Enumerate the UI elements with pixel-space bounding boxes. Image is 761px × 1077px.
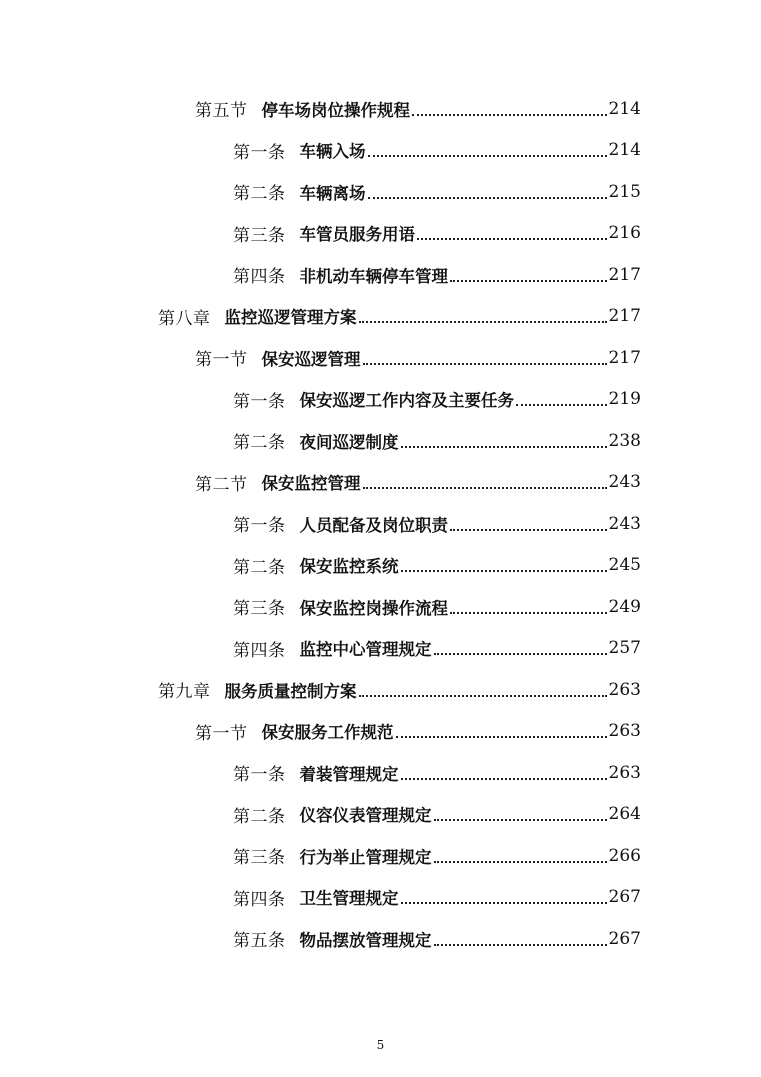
toc-entry[interactable] bbox=[0, 130, 641, 172]
dot-leader bbox=[363, 363, 607, 365]
toc-entry-title: 保安监控系统 bbox=[299, 557, 399, 577]
toc-entry-title: 行为举止管理规定 bbox=[299, 847, 432, 867]
toc-entry-number: 第三条 bbox=[233, 225, 286, 246]
toc-entry-title: 服务质量控制方案 bbox=[224, 681, 357, 701]
toc-entry-number: 第二条 bbox=[233, 557, 286, 578]
toc-entry-page: 266 bbox=[608, 845, 641, 866]
toc-entry-title: 非机动车辆停车管理 bbox=[299, 266, 448, 286]
dot-leader bbox=[417, 238, 607, 240]
dot-leader bbox=[359, 695, 607, 697]
toc-entry-page: 219 bbox=[608, 389, 641, 410]
toc-entry-number: 第九章 bbox=[158, 682, 211, 703]
dot-leader bbox=[401, 446, 607, 448]
toc-entry[interactable] bbox=[0, 213, 641, 255]
toc-entry-number: 第八章 bbox=[158, 308, 211, 329]
dot-leader bbox=[434, 653, 607, 655]
toc-entry-title: 监控巡逻管理方案 bbox=[224, 308, 357, 328]
toc-entry-page: 217 bbox=[608, 264, 641, 285]
toc-entry-page: 249 bbox=[608, 596, 641, 617]
toc-entry-title: 监控中心管理规定 bbox=[299, 640, 432, 660]
toc-entry[interactable] bbox=[0, 877, 641, 919]
dot-leader bbox=[434, 944, 607, 946]
toc-entry-page: 216 bbox=[608, 223, 641, 244]
dot-leader bbox=[434, 861, 607, 863]
toc-entry-number: 第二条 bbox=[233, 184, 286, 205]
toc-entry-title: 停车场岗位操作规程 bbox=[261, 100, 410, 120]
toc-entry-number: 第一条 bbox=[233, 516, 286, 537]
dot-leader bbox=[450, 529, 607, 531]
dot-leader bbox=[401, 570, 607, 572]
toc-entry-page: 238 bbox=[608, 430, 641, 451]
toc-entry[interactable] bbox=[0, 835, 641, 877]
dot-leader bbox=[412, 114, 607, 116]
dot-leader bbox=[401, 902, 607, 904]
dot-leader bbox=[363, 487, 607, 489]
toc-entry-page: 214 bbox=[608, 140, 641, 161]
dot-leader bbox=[368, 197, 607, 199]
toc-entry-title: 保安监控管理 bbox=[261, 474, 361, 494]
toc-entry-title: 车辆离场 bbox=[299, 183, 366, 203]
toc-entry-page: 243 bbox=[608, 513, 641, 534]
toc-entry-number: 第四条 bbox=[233, 889, 286, 910]
toc-entry-page: 257 bbox=[608, 638, 641, 659]
toc-entry-title: 车管员服务用语 bbox=[299, 225, 415, 245]
toc-entry[interactable] bbox=[0, 669, 641, 711]
toc-entry[interactable] bbox=[0, 462, 641, 504]
dot-leader bbox=[516, 404, 607, 406]
toc-entry-title: 着装管理规定 bbox=[299, 764, 399, 784]
toc-entry-page: 267 bbox=[608, 928, 641, 949]
toc-entry[interactable] bbox=[0, 379, 641, 421]
toc-entry-title: 保安巡逻管理 bbox=[261, 349, 361, 369]
toc-entry-page: 263 bbox=[608, 679, 641, 700]
toc-entry-title: 保安巡逻工作内容及主要任务 bbox=[299, 391, 514, 411]
toc-entry-number: 第二节 bbox=[195, 474, 248, 495]
toc-entry[interactable] bbox=[0, 918, 641, 960]
toc-entry-title: 卫生管理规定 bbox=[299, 889, 399, 909]
toc-entry-page: 263 bbox=[608, 762, 641, 783]
toc-entry-page: 215 bbox=[608, 181, 641, 202]
toc-entry-page: 217 bbox=[608, 347, 641, 368]
toc-entry-number: 第五条 bbox=[233, 931, 286, 952]
toc-entry-number: 第二条 bbox=[233, 433, 286, 454]
toc-entry-title: 保安服务工作规范 bbox=[261, 723, 394, 743]
page-number: 5 bbox=[376, 1038, 385, 1052]
dot-leader bbox=[396, 736, 607, 738]
toc-entry-number: 第五节 bbox=[195, 101, 248, 122]
dot-leader bbox=[401, 778, 607, 780]
toc-entry-number: 第四条 bbox=[233, 267, 286, 288]
toc-entry[interactable] bbox=[0, 88, 641, 130]
toc-entry-title: 车辆入场 bbox=[299, 142, 366, 162]
toc-entry-page: 267 bbox=[608, 887, 641, 908]
toc-entry[interactable] bbox=[0, 711, 641, 753]
toc-entry-number: 第二条 bbox=[233, 806, 286, 827]
toc-entry-number: 第四条 bbox=[233, 640, 286, 661]
toc-entry[interactable] bbox=[0, 586, 641, 628]
toc-entry[interactable] bbox=[0, 628, 641, 670]
toc-entry-page: 217 bbox=[608, 306, 641, 327]
toc-entry-title: 仪容仪表管理规定 bbox=[299, 806, 432, 826]
dot-leader bbox=[450, 280, 607, 282]
toc-entry[interactable] bbox=[0, 503, 641, 545]
toc-entry-number: 第三条 bbox=[233, 848, 286, 869]
toc-entry[interactable] bbox=[0, 794, 641, 836]
toc-entry-title: 保安监控岗操作流程 bbox=[299, 598, 448, 618]
toc-entry[interactable] bbox=[0, 545, 641, 587]
toc-entry-page: 245 bbox=[608, 555, 641, 576]
dot-leader bbox=[434, 819, 607, 821]
toc-entry[interactable] bbox=[0, 337, 641, 379]
toc-entry[interactable] bbox=[0, 254, 641, 296]
toc-entry-page: 243 bbox=[608, 472, 641, 493]
toc-entry-page: 264 bbox=[608, 804, 641, 825]
toc-entry-title: 物品摆放管理规定 bbox=[299, 930, 432, 950]
dot-leader bbox=[450, 612, 607, 614]
toc-entry[interactable] bbox=[0, 171, 641, 213]
toc-entry-number: 第一节 bbox=[195, 350, 248, 371]
toc-entry-title: 人员配备及岗位职责 bbox=[299, 515, 448, 535]
toc-entry[interactable] bbox=[0, 420, 641, 462]
toc-entry[interactable] bbox=[0, 296, 641, 338]
toc-entry-number: 第三条 bbox=[233, 599, 286, 620]
toc-entry-page: 214 bbox=[608, 98, 641, 119]
toc-entry-number: 第一条 bbox=[233, 391, 286, 412]
toc-entry-title: 夜间巡逻制度 bbox=[299, 432, 399, 452]
toc-entry-number: 第一条 bbox=[233, 765, 286, 786]
toc-entry-number: 第一条 bbox=[233, 142, 286, 163]
table-of-contents bbox=[0, 88, 761, 960]
toc-entry-number: 第一节 bbox=[195, 723, 248, 744]
dot-leader bbox=[359, 321, 607, 323]
toc-entry-page: 263 bbox=[608, 721, 641, 742]
toc-entry[interactable] bbox=[0, 752, 641, 794]
dot-leader bbox=[368, 155, 607, 157]
